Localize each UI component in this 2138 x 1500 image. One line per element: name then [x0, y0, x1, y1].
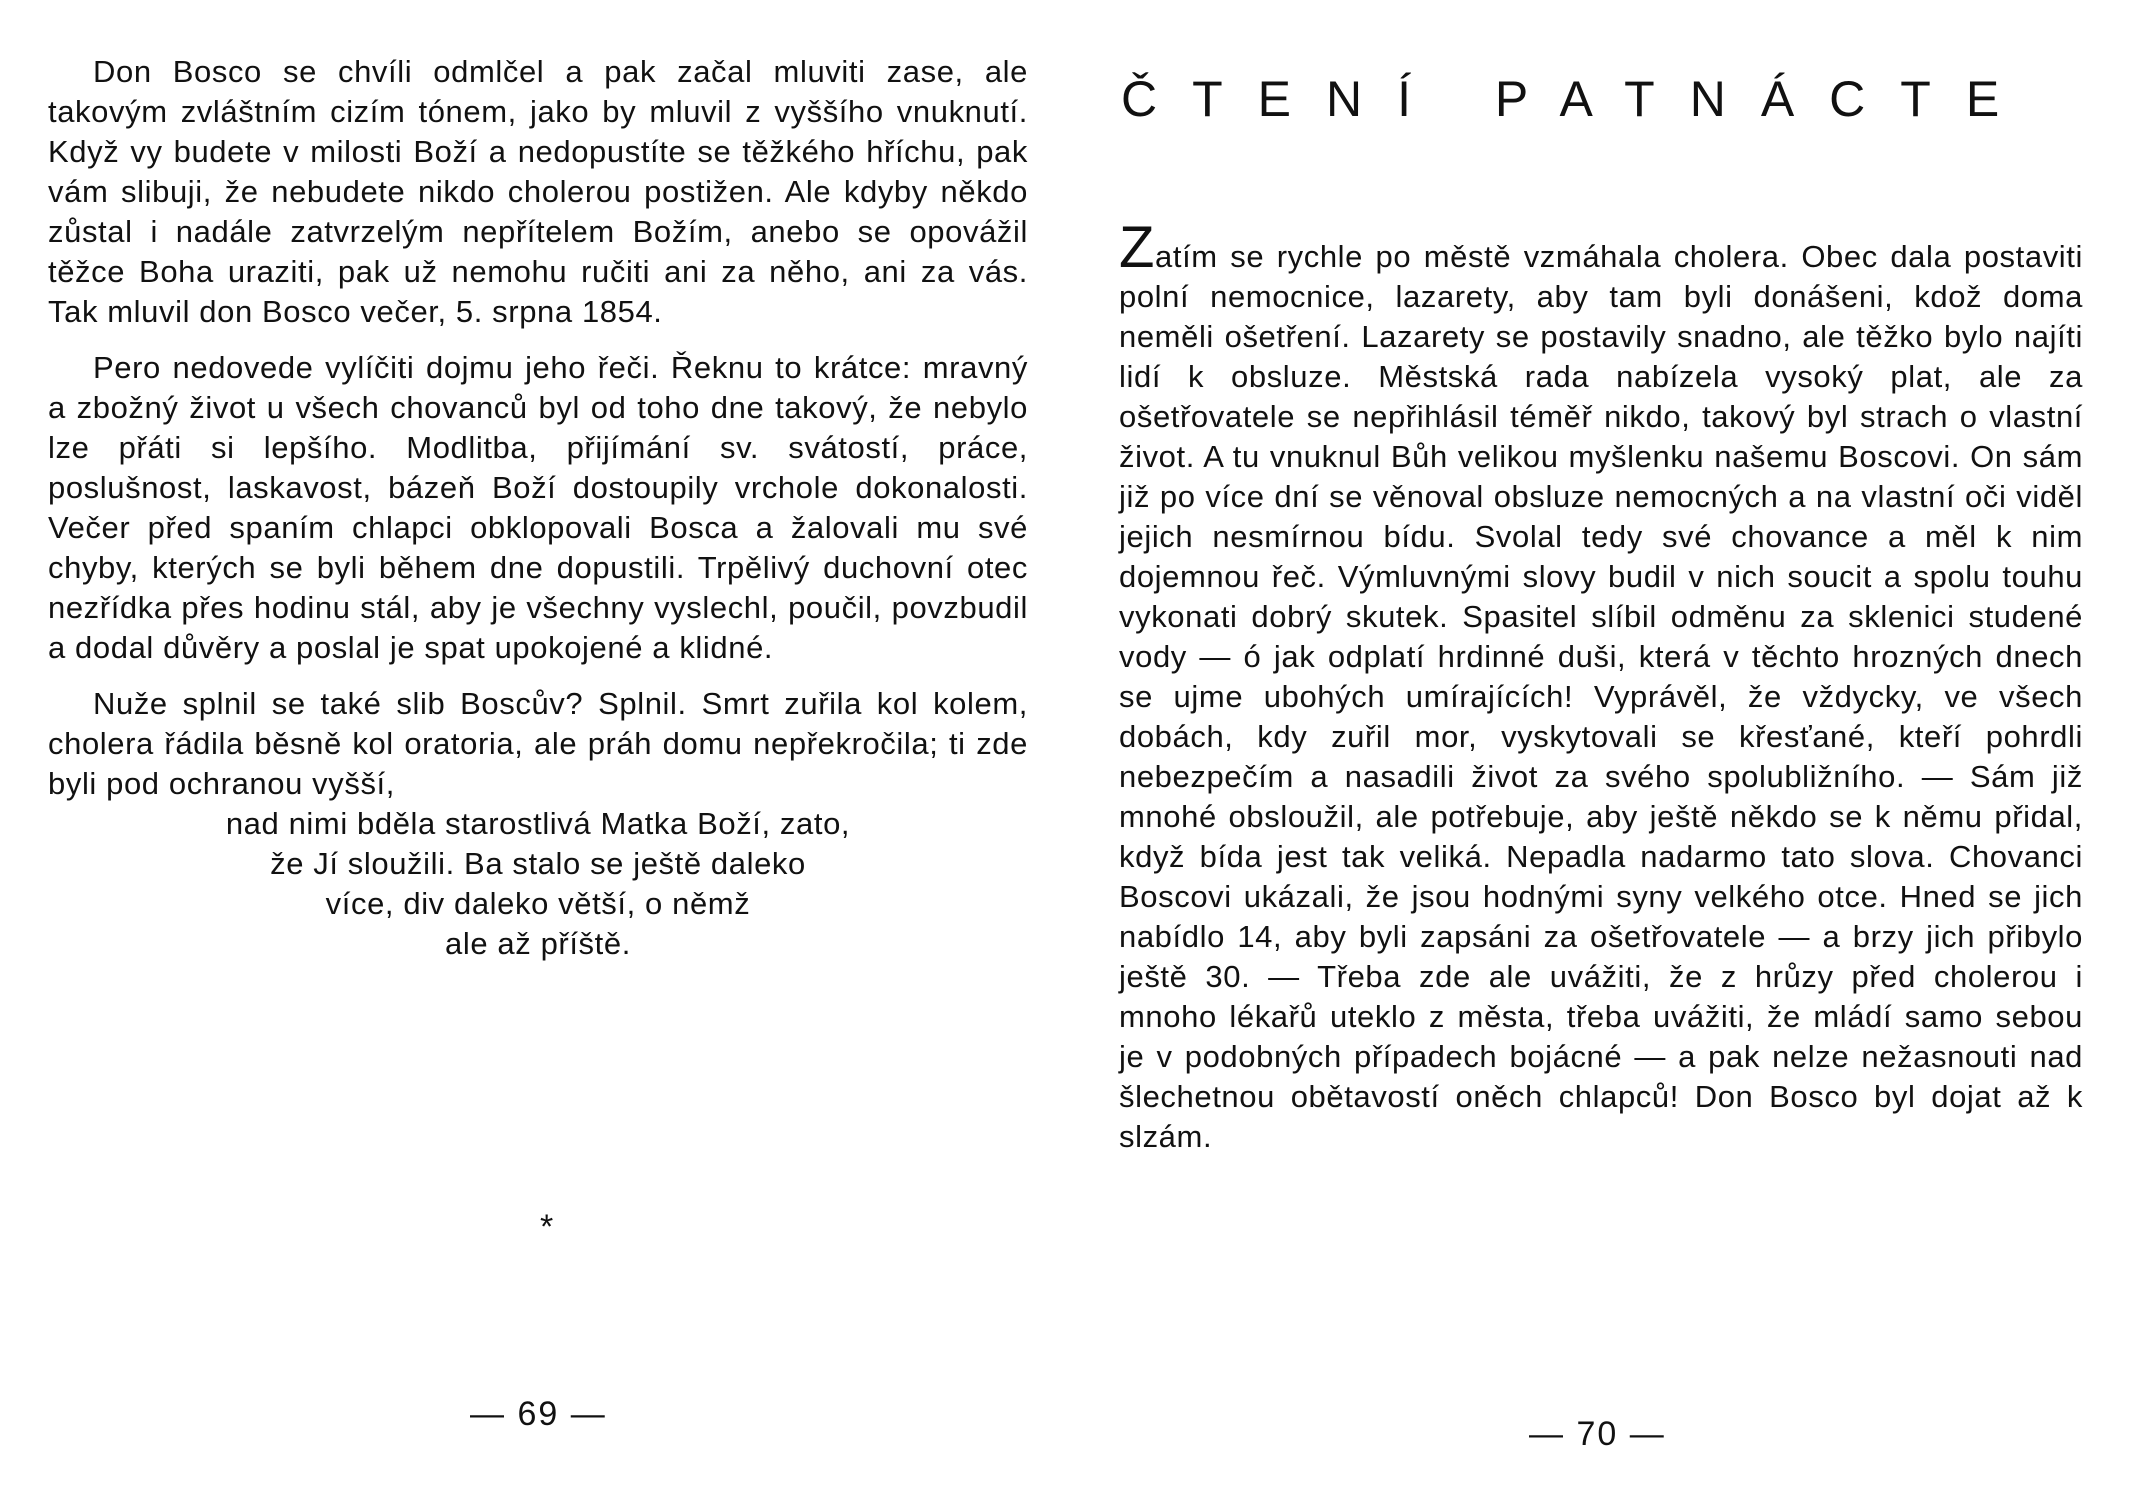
paragraph-3: Nuže splnil se také slib Boscův? Splnil. Smrt zuřila kol kolem, cholera řádila běsně kol oratoria, ale práh domu nepřekročila; ti zde byli pod ochranou vyšší,: [48, 686, 1028, 801]
chapter-paragraph: [1119, 215, 2083, 1157]
tail-line-4: ale až příště.: [445, 926, 631, 961]
tapered-ending: [48, 804, 1028, 964]
page-number-right: — 70 —: [1529, 1415, 1666, 1453]
chapter-paragraph-text: atím se rychle po městě vzmáhala cholera. Obec dala postaviti polní nemocnice, lazarety, aby tam byli donášeni, kdož doma neměli ošetření. Lazarety se postavily snadno, ale těžko bylo najíti lidí k obsluze. Městská rada nabízela vysoký plat, ale za ošetřovatele se nepřihlásil téměř nikdo, takový byl strach o vlastní život. A tu vnuknul Bůh velikou myšlenku našemu Boscovi. On sám již po více dní se věnoval obsluze nemocných a na vlastní oči viděl jejich nesmírnou bídu. Svolal tedy své chovance a měl k nim dojemnou řeč. Výmluvnými slovy budil v nich soucit a spolu touhu vykonati dobrý skutek. Spasitel slíbil odměnu za sklenici studené vody — ó jak odplatí hrdinné duši, která v těchto hrozných dnech se ujme ubohých umírajících! Vyprávěl, že vždycky, ve všech dobách, kdy zuřil mor, vyskytovali se křesťané, kteří pohrdli nebezpečím a nasadili život za svého spolubližního. — Sám již mnohé obsloužil, ale potřebuje, aby ještě někdo se k němu přidal, když bída jest tak veliká. Nepadla nadarmo tato slova. Chovanci Boscovi ukázali, že jsou hodnými syny velkého otce. Hned se jich nabídlo 14, aby byli zapsáni za ošetřovatele — a brzy jich přibylo ještě 30. — Třeba zde ale uvážiti, že z hrůzy před cholerou i mnoho lékařů uteklo z města, třeba uvážiti, že mládí samo sebou je v podobných případech bojácné — a pak nelze nežasnouti nad šlechetnou obětavostí oněch chlapců! Don Bosco byl dojat až k slzám.: [1119, 239, 2083, 1154]
page-number-left: — 69 —: [470, 1395, 607, 1433]
tail-line-3: více, div daleko větší, o němž: [325, 886, 751, 921]
paragraph-1: Don Bosco se chvíli odmlčel a pak začal mluviti zase, ale takovým zvláštním cizím tónem, jako by mluvil z vyššího vnuknutí. Když vy budete v milosti Boží a nedopustíte se těžkého hříchu, pak vám slibuji, že nebudete nikdo cholerou postižen. Ale kdyby někdo zůstal i nadále zatvrzelým nepřítelem Božím, anebo se opovážil těžce Boha uraziti, pak už nemohu ručiti ani za něho, ani za vás. Tak mluvil don Bosco večer, 5. srpna 1854.: [48, 54, 1028, 329]
right-page-text: [1119, 215, 2083, 1157]
paragraph-2: Pero nedovede vylíčiti dojmu jeho řeči. Řeknu to krátce: mravný a zbožný život u všech chovanců byl od toho dne takový, že nebylo lze přáti si lepšího. Modlitba, přijímání sv. svátostí, práce, poslušnost, laskavost, bázeň Boží dostoupily vrchole dokonalosti. Večer před spaním chlapci obklopovali Bosca a žalovali mu své chyby, kterých se byli během dne dopustili. Trpělivý duchovní otec nezřídka přes hodinu stál, aby je všechny vyslechl, poučil, povzbudil a dodal důvěry a poslal je spat upokojené a klidné.: [48, 350, 1028, 665]
drop-cap: Z: [1119, 215, 1156, 280]
right-page: [1069, 0, 2138, 1500]
chapter-heading: ČTENÍ PATNÁCTE: [1121, 71, 2035, 127]
section-ornament: *: [540, 1208, 554, 1246]
left-page-text: [48, 52, 1028, 964]
tail-line-2: že Jí sloužili. Ba stalo se ještě daleko: [270, 846, 806, 881]
tail-line-1: nad nimi bděla starostlivá Matka Boží, zato,: [225, 806, 851, 841]
